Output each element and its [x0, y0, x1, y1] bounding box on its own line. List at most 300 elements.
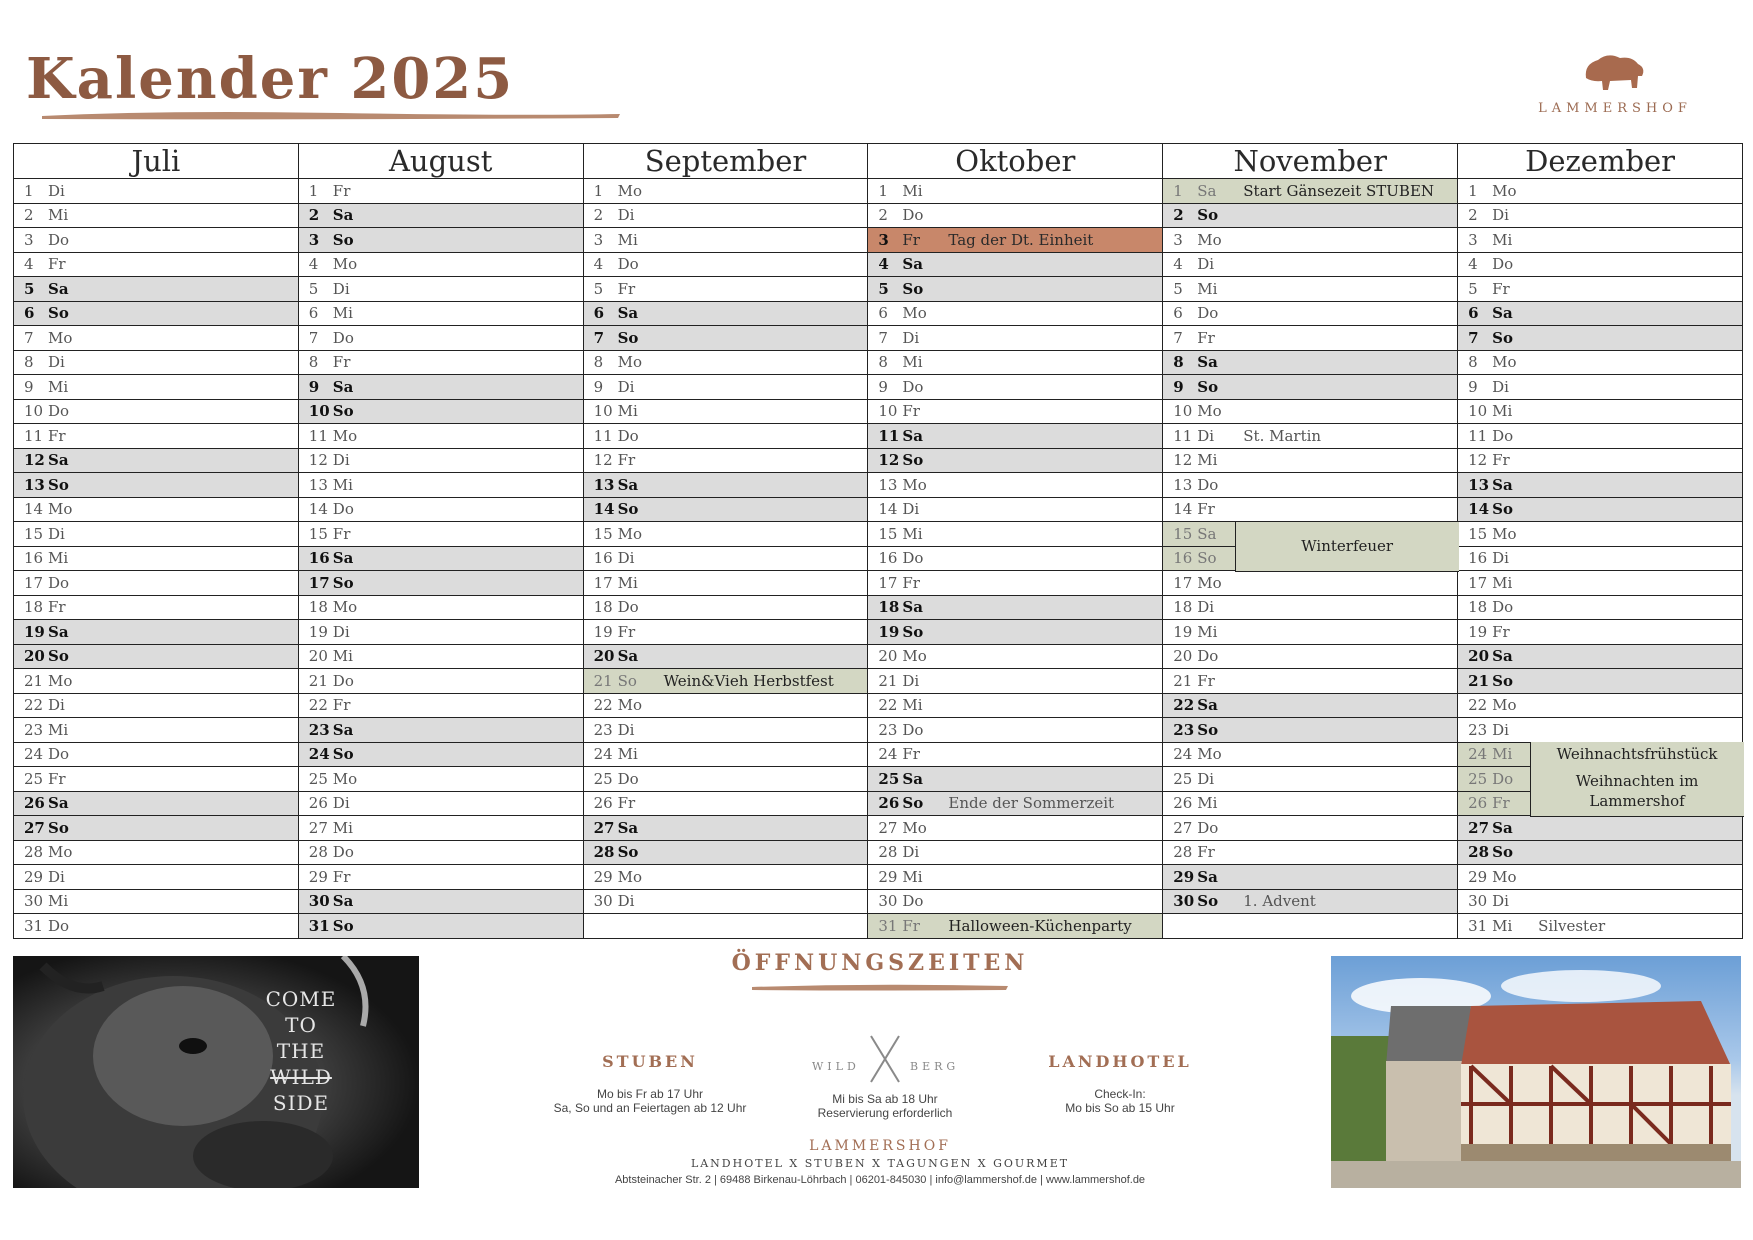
day-cell[interactable] — [583, 326, 868, 351]
day-cell[interactable] — [298, 497, 583, 522]
day-cell[interactable] — [1458, 546, 1743, 571]
day-cell[interactable] — [1163, 644, 1458, 669]
weekday: Di — [332, 794, 350, 813]
day-cell[interactable] — [298, 595, 583, 620]
day-cell[interactable] — [1163, 424, 1458, 449]
weekday: So — [1492, 843, 1513, 862]
day-cell[interactable] — [1163, 693, 1458, 718]
day-number: 6 — [308, 304, 319, 323]
day-number: 29 — [24, 867, 44, 886]
day-cell[interactable] — [298, 546, 583, 571]
day-number: 22 — [878, 696, 898, 715]
day-cell[interactable] — [298, 522, 583, 547]
day-cell[interactable] — [1163, 326, 1458, 351]
day-cell[interactable] — [298, 669, 583, 694]
day-cell[interactable] — [298, 693, 583, 718]
day-cell[interactable] — [583, 914, 868, 939]
day-cell[interactable] — [1458, 620, 1743, 645]
day-cell[interactable] — [868, 571, 1163, 596]
weekday: Mi — [902, 353, 923, 372]
day-cell[interactable] — [298, 914, 583, 939]
day-cell[interactable] — [1458, 497, 1743, 522]
footer-address: Abtsteinacher Str. 2 | 69488 Birkenau-Löhrbach | 06201-845030 | info@lammershof.de | www.lammershof.de — [614, 1174, 1146, 1186]
day-cell[interactable] — [583, 203, 868, 228]
day-cell[interactable] — [868, 595, 1163, 620]
day-cell[interactable] — [1163, 375, 1458, 400]
day-cell[interactable] — [1458, 424, 1743, 449]
day-cell[interactable] — [1163, 473, 1458, 498]
day-cell[interactable] — [583, 497, 868, 522]
day-number: 5 — [1468, 279, 1478, 298]
weekday: Mo — [902, 475, 927, 494]
day-cell[interactable] — [868, 301, 1163, 326]
stuben-line2: Sa, So und an Feiertagen ab 12 Uhr — [553, 1101, 747, 1115]
day-cell[interactable] — [1163, 203, 1458, 228]
bison-photo — [13, 956, 419, 1188]
weekday: Mo — [332, 598, 358, 617]
day-cell[interactable] — [868, 252, 1163, 277]
weekday: So — [332, 745, 354, 764]
logo-text: LAMMERSHOF — [1538, 101, 1692, 116]
day-cell[interactable] — [583, 718, 868, 743]
day-cell[interactable] — [1163, 571, 1458, 596]
day-cell[interactable] — [298, 252, 583, 277]
day-cell[interactable] — [868, 669, 1163, 694]
day-cell[interactable] — [868, 326, 1163, 351]
day-cell[interactable] — [298, 718, 583, 743]
weekday: Mo — [1492, 867, 1517, 886]
day-cell[interactable] — [1458, 448, 1743, 473]
day-cell[interactable] — [868, 350, 1163, 375]
day-cell[interactable] — [583, 669, 868, 694]
weekday: So — [617, 671, 637, 690]
day-number: 29 — [878, 867, 898, 886]
day-cell[interactable] — [1163, 399, 1458, 424]
day-number: 25 — [308, 769, 328, 788]
day-cell[interactable] — [298, 473, 583, 498]
day-number: 11 — [308, 426, 328, 445]
day-number: 31 — [24, 916, 44, 935]
weekday: So — [902, 794, 924, 813]
table-row — [14, 424, 1743, 449]
weekday: Sa — [617, 818, 639, 837]
weekday: So — [1197, 549, 1217, 568]
day-cell[interactable] — [1458, 522, 1743, 547]
weekday: Di — [48, 353, 65, 372]
day-cell[interactable] — [1458, 228, 1743, 253]
day-cell[interactable] — [583, 473, 868, 498]
day-cell[interactable] — [1458, 326, 1743, 351]
weekday: Do — [48, 916, 70, 935]
day-cell[interactable] — [868, 816, 1163, 841]
day-cell[interactable] — [1163, 840, 1458, 865]
day-number: 20 — [308, 647, 328, 666]
day-cell[interactable] — [14, 448, 299, 473]
day-cell[interactable] — [583, 546, 868, 571]
day-cell[interactable] — [1458, 473, 1743, 498]
day-cell[interactable] — [1163, 742, 1458, 767]
day-cell[interactable] — [1163, 914, 1458, 939]
day-number: 15 — [308, 524, 328, 543]
table-row — [14, 914, 1743, 939]
day-number: 23 — [1468, 720, 1488, 739]
day-cell[interactable] — [298, 840, 583, 865]
day-cell[interactable] — [583, 644, 868, 669]
wildberg-line2: Reservierung erforderlich — [817, 1106, 953, 1120]
day-cell[interactable] — [583, 865, 868, 890]
weekday: So — [1492, 328, 1513, 347]
day-cell[interactable] — [1163, 669, 1458, 694]
day-cell[interactable] — [14, 595, 299, 620]
weekday: So — [48, 304, 69, 323]
day-cell[interactable] — [298, 571, 583, 596]
day-cell[interactable] — [583, 742, 868, 767]
weekday: Sa — [48, 622, 69, 641]
day-number: 18 — [24, 598, 44, 617]
landhotel-line1: Check-In: — [1094, 1087, 1146, 1101]
day-cell[interactable] — [298, 228, 583, 253]
day-number: 30 — [878, 892, 898, 911]
weekday: Sa — [617, 304, 639, 323]
day-number: 22 — [24, 696, 44, 715]
day-cell[interactable] — [1458, 718, 1743, 743]
day-cell[interactable] — [14, 791, 299, 816]
day-cell[interactable] — [1163, 497, 1458, 522]
day-cell[interactable] — [583, 301, 868, 326]
day-cell[interactable] — [868, 865, 1163, 890]
weekday: Do — [332, 500, 354, 519]
day-number: 28 — [593, 843, 615, 862]
weekday: Mi — [1492, 573, 1513, 592]
day-number: 26 — [24, 794, 45, 813]
day-cell[interactable] — [14, 571, 299, 596]
day-cell[interactable] — [1458, 203, 1743, 228]
day-cell[interactable] — [1458, 693, 1743, 718]
day-cell[interactable] — [14, 865, 299, 890]
weekday: Mo — [617, 867, 642, 886]
day-number: 9 — [593, 377, 604, 396]
landhotel-hours — [995, 1048, 1245, 1115]
day-cell[interactable] — [1458, 571, 1743, 596]
day-number: 13 — [24, 475, 45, 494]
day-cell[interactable] — [1458, 816, 1743, 841]
day-number: 15 — [593, 524, 613, 543]
day-cell[interactable] — [583, 791, 868, 816]
day-cell[interactable] — [868, 742, 1163, 767]
day-cell[interactable] — [14, 742, 299, 767]
day-number: 11 — [593, 426, 613, 445]
day-cell[interactable] — [868, 399, 1163, 424]
day-cell[interactable] — [298, 350, 583, 375]
weekday: Di — [332, 279, 350, 298]
weekday: Mi — [48, 377, 69, 396]
day-number: 24 — [1173, 745, 1193, 764]
day-number: 2 — [593, 206, 604, 225]
day-cell[interactable] — [298, 301, 583, 326]
day-cell[interactable] — [868, 497, 1163, 522]
weekday: Mi — [902, 181, 923, 200]
day-cell[interactable] — [868, 546, 1163, 571]
day-cell[interactable] — [298, 644, 583, 669]
day-cell[interactable] — [583, 424, 868, 449]
day-cell[interactable] — [14, 424, 299, 449]
day-cell[interactable] — [298, 889, 583, 914]
day-number: 14 — [1468, 500, 1490, 519]
day-number: 4 — [593, 255, 604, 274]
day-cell[interactable] — [868, 179, 1163, 204]
weekday: Di — [617, 549, 635, 568]
weekday: So — [48, 475, 69, 494]
day-number: 19 — [878, 622, 900, 641]
opening-hours-title: ÖFFNUNGSZEITEN — [731, 950, 1029, 976]
table-row — [14, 473, 1743, 498]
table-row — [14, 522, 1743, 547]
day-cell[interactable] — [14, 228, 299, 253]
day-cell[interactable] — [868, 522, 1163, 547]
day-cell[interactable] — [583, 522, 868, 547]
day-number: 1 — [878, 181, 888, 200]
weekday: Fr — [1492, 622, 1510, 641]
day-number: 5 — [878, 279, 889, 298]
day-cell[interactable] — [1163, 865, 1458, 890]
day-cell[interactable] — [14, 718, 299, 743]
day-cell[interactable] — [1163, 179, 1458, 204]
day-cell[interactable] — [1163, 252, 1458, 277]
day-cell[interactable] — [14, 375, 299, 400]
day-number: 6 — [878, 304, 888, 323]
day-cell[interactable] — [298, 865, 583, 890]
weekday: Do — [1197, 818, 1219, 837]
day-cell[interactable] — [1458, 252, 1743, 277]
weekday: So — [617, 328, 639, 347]
day-cell[interactable] — [14, 914, 299, 939]
day-cell[interactable] — [1458, 889, 1743, 914]
day-number: 25 — [593, 769, 613, 788]
day-cell[interactable] — [1163, 301, 1458, 326]
day-cell[interactable] — [1458, 399, 1743, 424]
day-cell[interactable] — [1163, 448, 1458, 473]
day-number: 25 — [1173, 769, 1193, 788]
day-cell[interactable] — [1163, 228, 1458, 253]
slogan-line: SIDE — [272, 1091, 330, 1115]
day-cell[interactable] — [14, 252, 299, 277]
day-cell[interactable] — [14, 840, 299, 865]
day-cell[interactable] — [14, 816, 299, 841]
day-cell[interactable] — [1458, 350, 1743, 375]
day-cell[interactable] — [298, 448, 583, 473]
day-cell[interactable] — [583, 571, 868, 596]
weekday: Mi — [902, 524, 923, 543]
day-cell[interactable] — [1458, 301, 1743, 326]
day-number: 30 — [593, 892, 613, 911]
weekday: Mo — [332, 426, 358, 445]
day-cell[interactable] — [583, 620, 868, 645]
weekday: Sa — [902, 426, 923, 445]
day-number: 21 — [593, 671, 613, 690]
day-cell[interactable] — [868, 203, 1163, 228]
day-cell[interactable] — [1163, 277, 1458, 302]
day-cell[interactable] — [868, 767, 1163, 792]
day-number: 3 — [308, 230, 320, 249]
day-cell[interactable] — [298, 203, 583, 228]
day-cell[interactable] — [14, 767, 299, 792]
day-cell[interactable] — [298, 399, 583, 424]
weekday: Mi — [617, 402, 638, 421]
day-cell[interactable] — [583, 816, 868, 841]
table-row — [14, 742, 1743, 767]
table-row — [14, 718, 1743, 743]
day-cell[interactable] — [1163, 620, 1458, 645]
day-cell[interactable] — [1163, 350, 1458, 375]
day-cell[interactable] — [868, 277, 1163, 302]
day-cell[interactable] — [1458, 277, 1743, 302]
day-cell[interactable] — [14, 522, 299, 547]
day-cell[interactable] — [1458, 375, 1743, 400]
day-cell[interactable] — [14, 350, 299, 375]
day-cell[interactable] — [583, 277, 868, 302]
day-number: 11 — [1173, 426, 1193, 445]
day-cell[interactable] — [1163, 718, 1458, 743]
day-cell[interactable] — [298, 326, 583, 351]
day-cell[interactable] — [14, 620, 299, 645]
weekday: Di — [1492, 206, 1509, 225]
day-cell[interactable] — [298, 277, 583, 302]
weekday: Sa — [1197, 353, 1218, 372]
table-row — [14, 228, 1743, 253]
weekday: Do — [902, 206, 924, 225]
day-cell[interactable] — [1458, 840, 1743, 865]
month-header: November — [1163, 144, 1458, 179]
day-cell[interactable] — [583, 767, 868, 792]
day-cell[interactable] — [583, 375, 868, 400]
day-cell[interactable] — [14, 203, 299, 228]
day-cell[interactable] — [583, 179, 868, 204]
day-number: 29 — [308, 867, 328, 886]
day-cell[interactable] — [868, 889, 1163, 914]
day-number: 7 — [308, 328, 319, 347]
weekday: So — [1492, 500, 1513, 519]
day-number: 10 — [308, 402, 330, 421]
day-number: 7 — [593, 328, 605, 347]
day-cell[interactable] — [868, 791, 1163, 816]
day-cell[interactable] — [298, 791, 583, 816]
day-cell[interactable] — [14, 473, 299, 498]
day-cell[interactable] — [868, 693, 1163, 718]
day-cell[interactable] — [298, 424, 583, 449]
table-row — [14, 497, 1743, 522]
day-cell[interactable] — [868, 644, 1163, 669]
day-cell[interactable] — [14, 546, 299, 571]
weekday: Mo — [1492, 696, 1517, 715]
day-cell[interactable] — [868, 228, 1163, 253]
weekday: Mo — [902, 304, 927, 323]
weekday: Di — [902, 328, 920, 347]
weekday: Mi — [617, 230, 638, 249]
day-cell[interactable] — [868, 473, 1163, 498]
day-cell[interactable] — [583, 840, 868, 865]
weekday: Sa — [1492, 304, 1513, 323]
weekday: So — [1492, 671, 1513, 690]
day-cell[interactable] — [1458, 179, 1743, 204]
day-cell[interactable] — [298, 742, 583, 767]
day-number: 23 — [308, 720, 330, 739]
day-number: 26 — [308, 794, 328, 813]
weekday: Mi — [1197, 279, 1218, 298]
event-weihnachtsfruehstueck: Weihnachtsfrühstück — [1530, 742, 1744, 768]
day-cell[interactable] — [14, 326, 299, 351]
day-cell[interactable] — [298, 767, 583, 792]
weekday: Di — [1197, 598, 1215, 617]
day-cell[interactable] — [583, 252, 868, 277]
day-cell[interactable] — [14, 277, 299, 302]
day-cell[interactable] — [583, 399, 868, 424]
day-cell[interactable] — [14, 301, 299, 326]
day-number: 9 — [1468, 377, 1478, 396]
day-cell[interactable] — [1163, 791, 1458, 816]
day-cell[interactable] — [14, 693, 299, 718]
day-number: 3 — [1468, 230, 1478, 249]
day-number: 8 — [308, 353, 319, 372]
day-cell[interactable] — [1458, 669, 1743, 694]
day-cell[interactable] — [14, 889, 299, 914]
day-cell[interactable] — [298, 179, 583, 204]
day-number: 6 — [1173, 304, 1183, 323]
day-cell[interactable] — [298, 375, 583, 400]
weekday: So — [332, 573, 354, 592]
day-cell[interactable] — [298, 620, 583, 645]
day-cell[interactable] — [868, 375, 1163, 400]
day-cell[interactable] — [14, 179, 299, 204]
wildberg-logo-left: WILD — [812, 1060, 860, 1073]
day-cell[interactable] — [1458, 914, 1743, 939]
day-cell[interactable] — [14, 669, 299, 694]
day-cell[interactable] — [868, 914, 1163, 939]
weekday: Mo — [617, 353, 642, 372]
day-cell[interactable] — [868, 840, 1163, 865]
day-cell[interactable] — [583, 228, 868, 253]
day-cell[interactable] — [583, 350, 868, 375]
landhotel-heading: LANDHOTEL — [1048, 1052, 1192, 1071]
day-cell[interactable] — [868, 718, 1163, 743]
day-cell[interactable] — [1163, 889, 1458, 914]
weekday: Sa — [332, 206, 354, 225]
weekday: Mo — [1197, 230, 1222, 249]
day-cell[interactable] — [14, 497, 299, 522]
day-cell[interactable] — [1163, 816, 1458, 841]
day-cell[interactable] — [1458, 595, 1743, 620]
day-cell[interactable] — [1163, 767, 1458, 792]
weekday: Do — [1197, 475, 1219, 494]
day-cell[interactable] — [583, 693, 868, 718]
day-cell[interactable] — [1458, 644, 1743, 669]
day-cell[interactable] — [583, 448, 868, 473]
day-cell[interactable] — [583, 595, 868, 620]
day-cell[interactable] — [868, 620, 1163, 645]
day-cell[interactable] — [1163, 595, 1458, 620]
opening-hours — [440, 950, 1320, 996]
day-number: 21 — [878, 671, 898, 690]
day-cell[interactable] — [14, 644, 299, 669]
day-number: 12 — [24, 451, 45, 470]
day-cell[interactable] — [14, 399, 299, 424]
day-cell[interactable] — [868, 448, 1163, 473]
weekday: So — [48, 818, 69, 837]
table-row — [14, 546, 1743, 571]
day-cell[interactable] — [298, 816, 583, 841]
day-cell[interactable] — [1458, 865, 1743, 890]
day-cell[interactable] — [583, 889, 868, 914]
day-cell[interactable] — [868, 424, 1163, 449]
